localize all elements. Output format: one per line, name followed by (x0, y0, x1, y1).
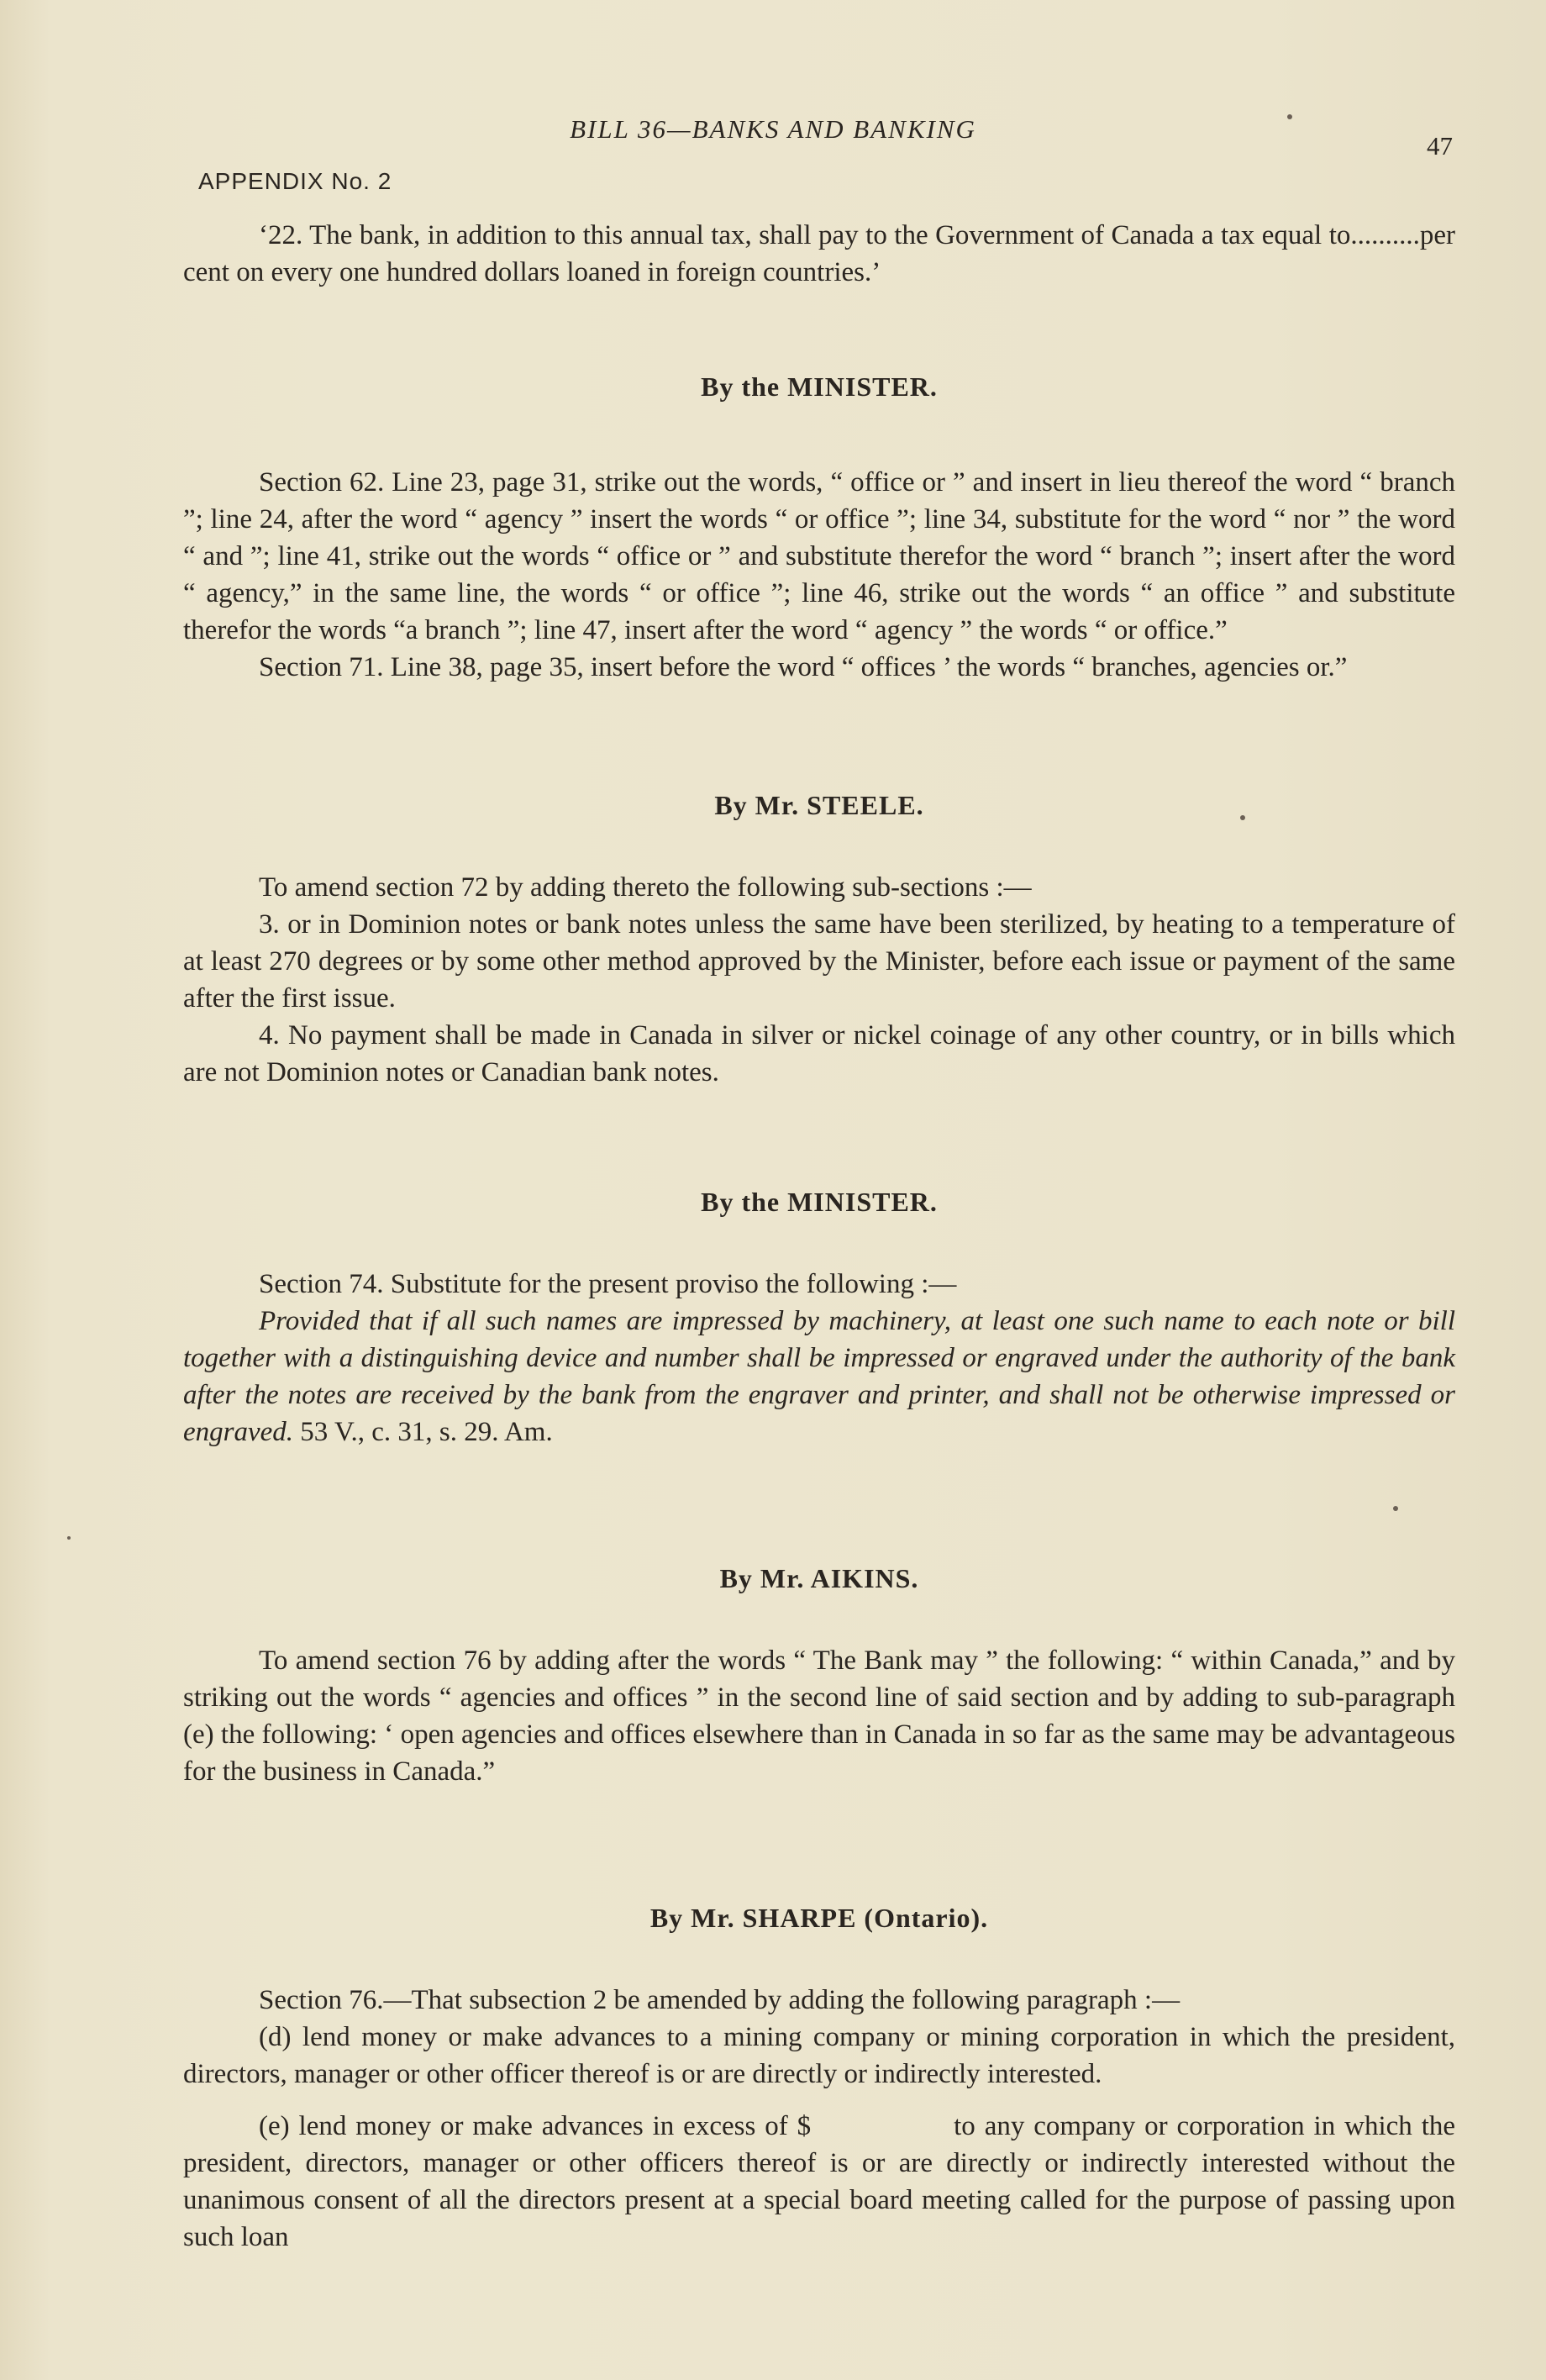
page-number: 47 (1427, 131, 1453, 161)
paper-speck (67, 1536, 71, 1540)
paper-speck (1287, 114, 1292, 119)
minister1-paragraph-2: Section 71. Line 38, page 35, insert before the word “ offices ’ the words “ branches, agencies or.” (259, 652, 1348, 682)
sharpe-paragraph-3-end: to any company or corporation in which the president, directors, manager or other officers thereof is or are directly or indirectly interested without the unanimous consent of all the directors present at a special board meeting called for the purpose of passing upon such loan (183, 2111, 1456, 2252)
paper-speck (1240, 815, 1245, 820)
aikins-paragraph-1: To amend section 76 by adding after the words “ The Bank may ” the following: “ within Canada,” and by striking out the words “ agencies and offices ” in the second line of said section and by adding to sub-paragraph (e) the following: ‘ open agencies and offices elsewhere than in Canada in so far as the same may be advantageous for the business in Canada.” (183, 1645, 1455, 1787)
minister2-paragraph-2 (183, 1303, 1455, 1451)
sharpe-paragraph-3 (183, 2108, 1455, 2256)
sharpe-paragraph-3-start: (e) lend money or make advances in excess of $ (259, 2111, 812, 2141)
section-heading-minister-2: By the MINISTER. (701, 1187, 938, 1217)
steele-paragraph-2: 3. or in Dominion notes or bank notes unless the same have been sterilized, by heating to a temperature of at least 270 degrees or by some other method approved by the Minister, before each issue or payment of the same after the first issue. (183, 909, 1455, 1014)
steele-paragraph-1: To amend section 72 by adding thereto the following sub-sections :— (259, 872, 1032, 903)
minister1-paragraph-1: Section 62. Line 23, page 31, strike out the words, “ office or ” and insert in lieu thereof the word “ branch ”; line 24, after the word “ agency ” insert the words “ or office ”; line 34, substitute for the word “ nor ” the word “ and ”; line 41, strike out the words “ office or ” and substitute therefor the word “ branch ”; insert after the word “ agency,” in the same line, the words “ or office ”; line 46, strike out the words “ an office ” and substitute therefor the words “a branch ”; line 47, insert after the word “ agency ” the words “ or office.” (183, 467, 1455, 645)
sharpe-paragraph-2: (d) lend money or make advances to a mining company or mining corporation in which the president, directors, manager or other officer thereof is or are directly or indirectly interested. (183, 2022, 1455, 2089)
document-body (183, 217, 1455, 2256)
intro-paragraph: ‘22. The bank, in addition to this annual tax, shall pay to the Government of Canada a tax equal to..........per cent on every one hundred dollars loaned in foreign countries.’ (183, 220, 1455, 287)
minister2-paragraph-1: Section 74. Substitute for the present proviso the following :— (259, 1269, 957, 1299)
running-head: BILL 36—BANKS AND BANKING (570, 114, 976, 144)
section-heading-sharpe: By Mr. SHARPE (Ontario). (649, 1903, 989, 1933)
proviso-text: Provided that if all such names are impressed by machinery, at least one such name to each note or bill together with a distinguishing device and number shall be impressed or engraved under the authority of the bank after the notes are received by the bank from the engraver and printer, and shall not be otherwise impressed or engraved. (183, 1306, 1455, 1447)
appendix-label: APPENDIX No. 2 (198, 168, 392, 194)
section-heading-aikins: By Mr. AIKINS. (719, 1563, 919, 1593)
steele-paragraph-3: 4. No payment shall be made in Canada in silver or nickel coinage of any other country, or in bills which are not Dominion notes or Canadian bank notes. (183, 1020, 1455, 1087)
section-heading-steele: By Mr. STEELE. (714, 790, 924, 820)
paper-speck (1393, 1506, 1398, 1511)
sharpe-paragraph-1: Section 76.—That subsection 2 be amended by adding the following paragraph :— (259, 1985, 1181, 2015)
statute-citation: 53 V., c. 31, s. 29. Am. (293, 1417, 553, 1447)
section-heading-minister-1: By the MINISTER. (701, 371, 938, 402)
